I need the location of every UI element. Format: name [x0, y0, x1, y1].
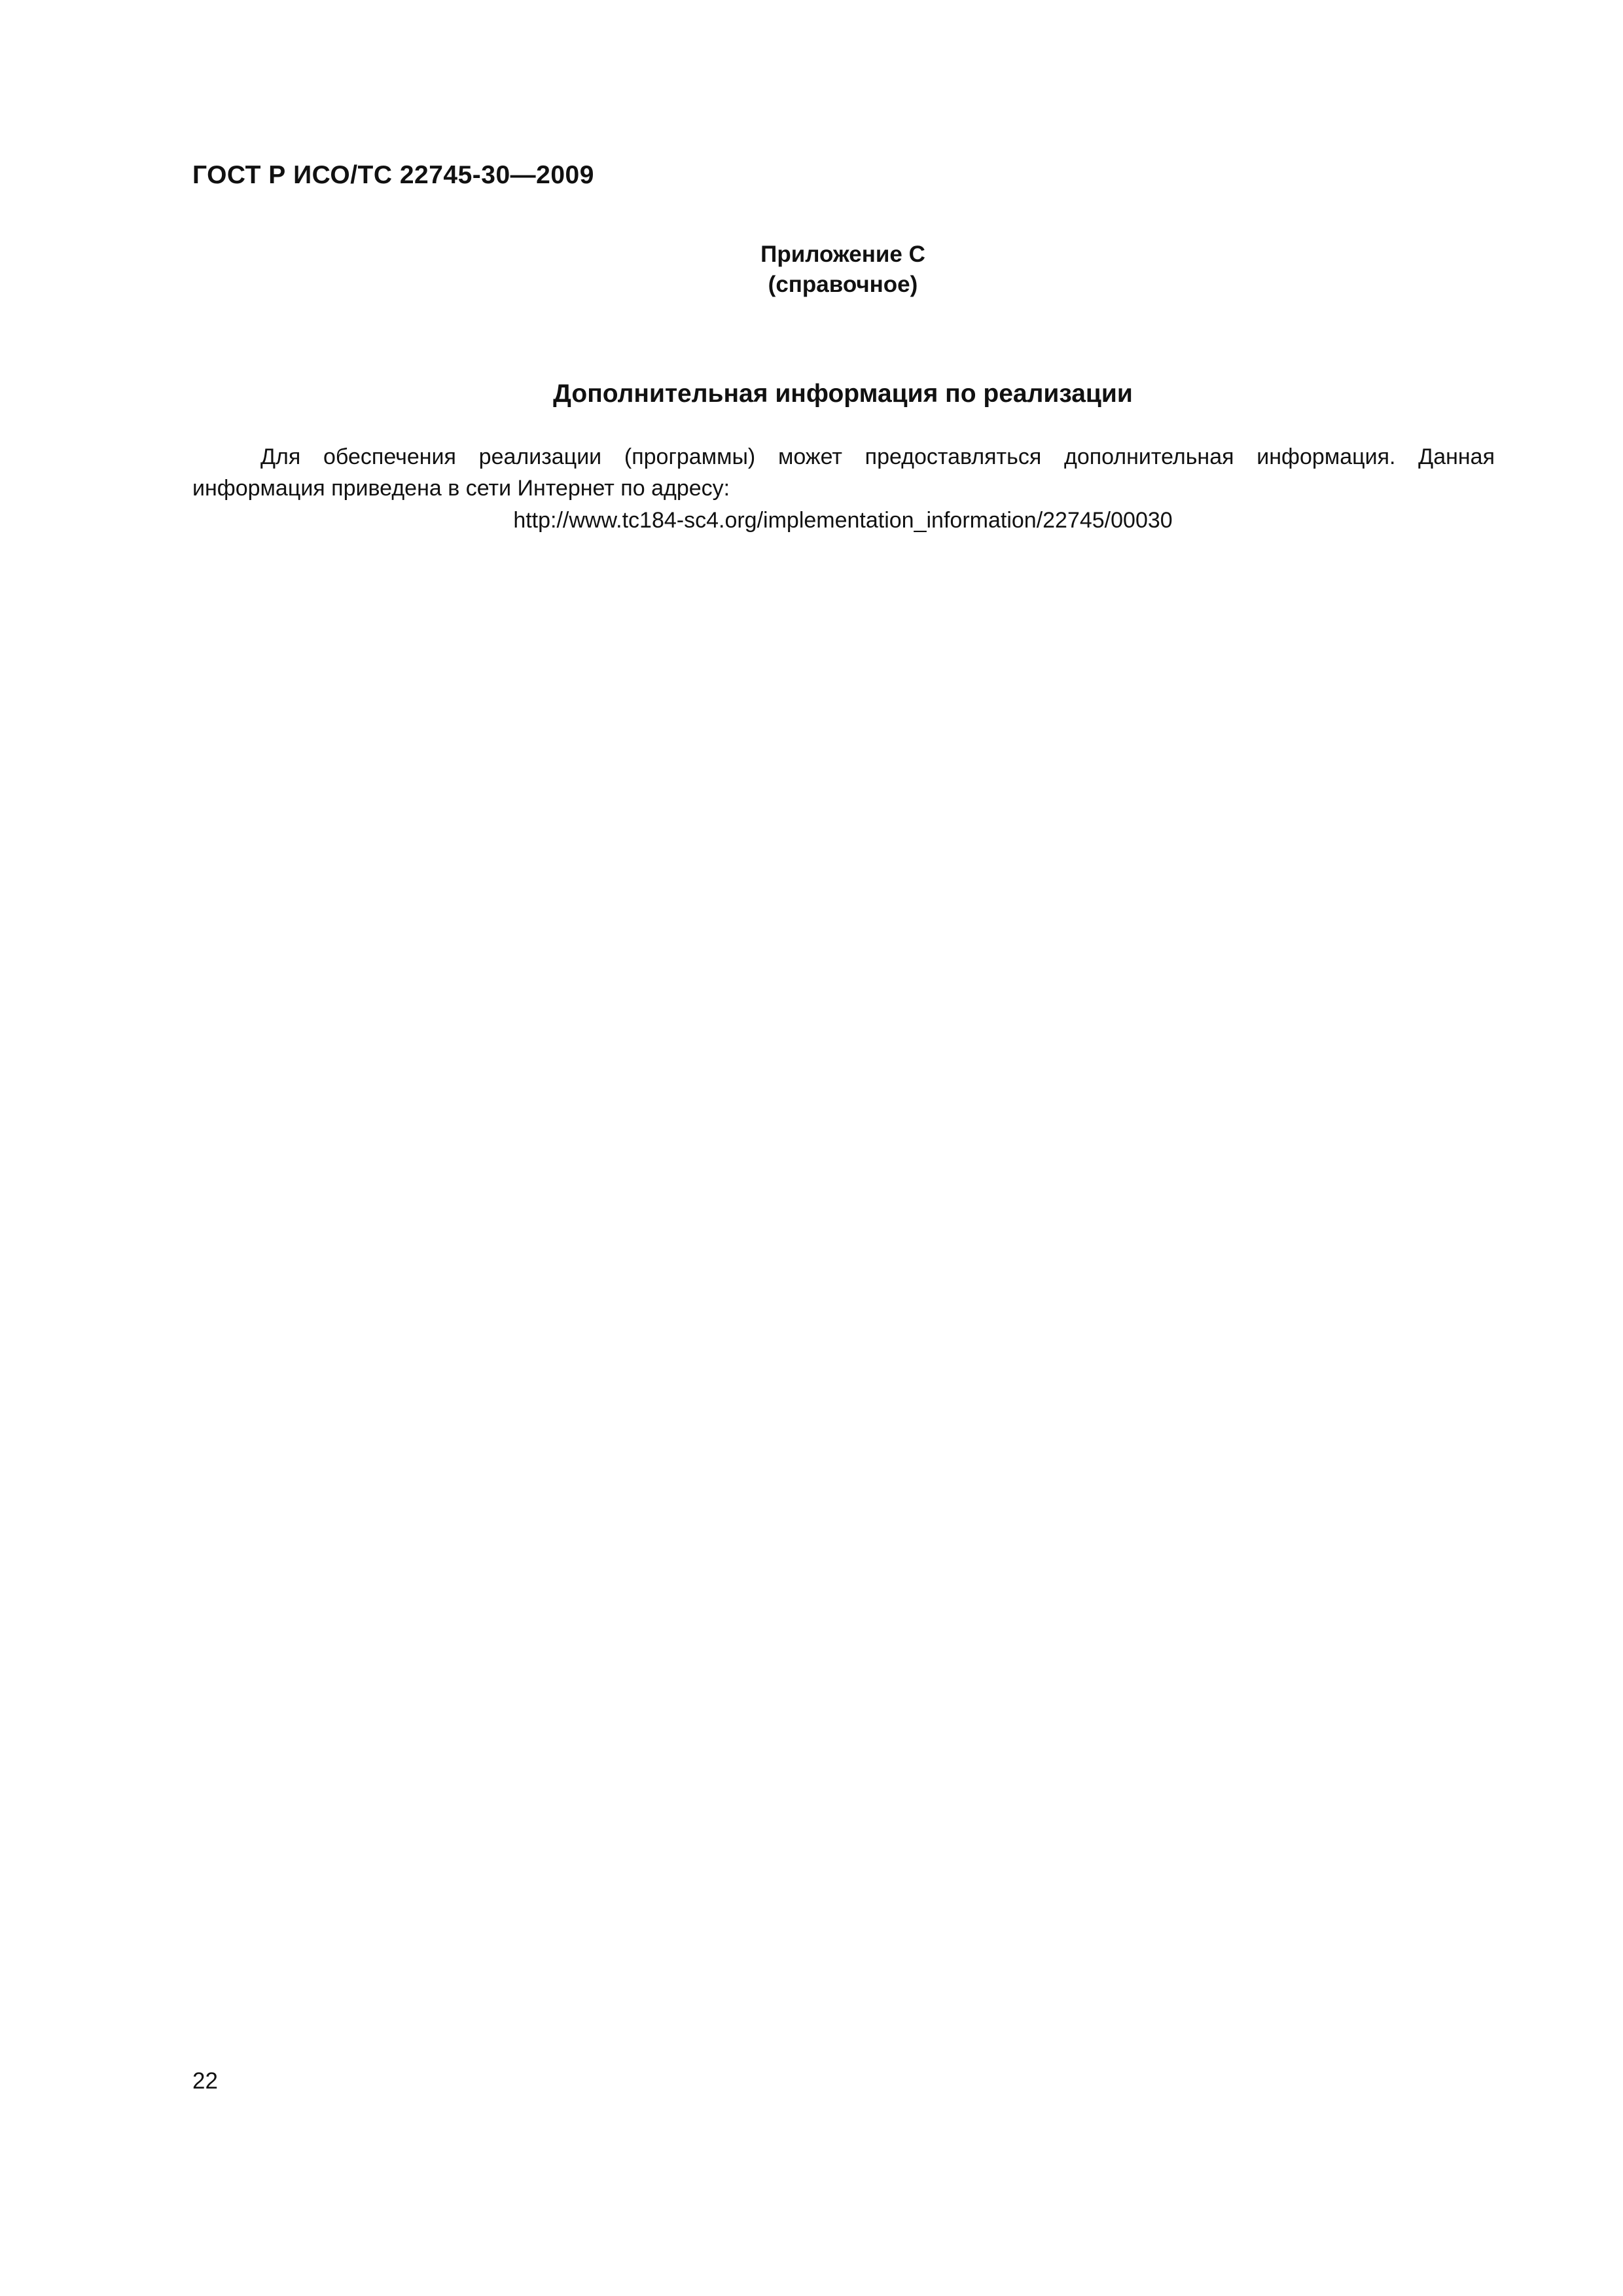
- body-paragraph: Для обеспечения реализации (программы) может предоставляться дополнительная информация. Данная информация приведена в сети Интернет по адресу:: [192, 444, 1495, 501]
- section-title: Дополнительная информация по реализации: [553, 380, 1133, 408]
- annex-heading: [0, 240, 1623, 300]
- annex-title: Приложение С: [760, 242, 925, 267]
- implementation-info-url: http://www.tc184-sc4.org/implementation_information/22745/00030: [513, 508, 1173, 533]
- page-number: 22: [192, 2068, 218, 2094]
- document-standard-code: ГОСТ Р ИСО/ТС 22745-30—2009: [192, 161, 594, 189]
- annex-status: (справочное): [768, 272, 918, 297]
